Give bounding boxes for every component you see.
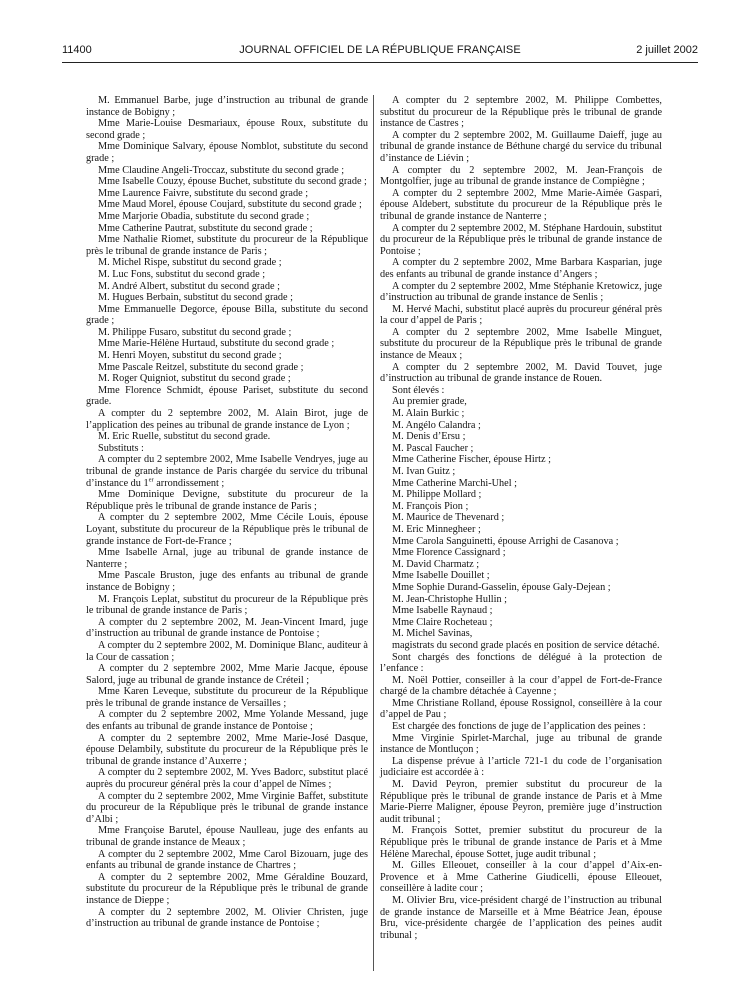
paragraph: A compter du 2 septembre 2002, Mme Géraldine Bouzard, substitute du procureur de la République près le tribunal de grande instance de Dieppe ; bbox=[86, 871, 368, 906]
paragraph: M. André Albert, substitut du second grade ; bbox=[98, 280, 280, 292]
paragraph: M. Luc Fons, substitut du second grade ; bbox=[98, 268, 266, 280]
paragraph: Sont chargés des fonctions de délégué à la protection de l’enfance : bbox=[380, 651, 662, 675]
paragraph: Mme Catherine Fischer, épouse Hirtz ; bbox=[392, 454, 551, 466]
paragraph: Mme Marie-Louise Desmariaux, épouse Roux, substitute du second grade ; bbox=[86, 118, 368, 141]
paragraph: Sont élevés : bbox=[392, 384, 445, 396]
paragraph: Mme Catherine Marchi-Uhel ; bbox=[392, 477, 517, 489]
paragraph: Au premier grade, bbox=[392, 396, 467, 408]
paragraph: Est chargée des fonctions de juge de l’application des peines : bbox=[392, 721, 646, 733]
paragraph: Mme Dominique Salvary, épouse Nomblot, substitute du second grade ; bbox=[86, 141, 368, 164]
paragraph: Mme Claire Rocheteau ; bbox=[392, 616, 493, 628]
paragraph: Substituts : bbox=[98, 442, 144, 454]
paragraph: A compter du 2 septembre 2002, M. David Touvet, juge d’instruction au tribunal de grande instance de Rouen. bbox=[380, 361, 662, 385]
paragraph: M. Jean-Christophe Hullin ; bbox=[392, 593, 508, 605]
paragraph: A compter du 2 septembre 2002, M. Jean-Vincent Imard, juge d’instruction au tribunal de grande instance de Pontoise ; bbox=[86, 616, 368, 640]
paragraph: magistrats du second grade placés en position de service détaché. bbox=[392, 639, 660, 651]
paragraph: M. Hugues Berbain, substitut du second grade ; bbox=[98, 292, 294, 304]
paragraph: La dispense prévue à l’article 721-1 du code de l’organisation judiciaire est accordée à : bbox=[380, 755, 662, 779]
paragraph: A compter du 2 septembre 2002, Mme Virginie Baffet, substitute du procureur de la République près le tribunal de grande instance d’Albi ; bbox=[86, 790, 368, 825]
paragraph: A compter du 2 septembre 2002, Mme Yolande Messand, juge des enfants au tribunal de grande instance de Pontoise ; bbox=[86, 709, 368, 733]
paragraph: Mme Laurence Faivre, substitute du second grade ; bbox=[98, 187, 309, 199]
paragraph: Mme Isabelle Arnal, juge au tribunal de grande instance de Nanterre ; bbox=[86, 547, 368, 570]
paragraph: M. François Leplat, substitut du procureur de la République près le tribunal de grande instance de Paris ; bbox=[86, 593, 368, 617]
paragraph: A compter du 2 septembre 2002, Mme Stéphanie Kretowicz, juge d’instruction au tribunal de grande instance de Senlis ; bbox=[380, 280, 662, 304]
paragraph: Mme Pascale Reitzel, substitute du second grade ; bbox=[98, 361, 304, 373]
paragraph: Mme Emmanuelle Degorce, épouse Billa, substitute du second grade ; bbox=[86, 303, 368, 327]
paragraph: Mme Marie-Hélène Hurtaud, substitute du second grade ; bbox=[98, 338, 335, 350]
paragraph: Mme Isabelle Douillet ; bbox=[392, 570, 490, 582]
paragraph: A compter du 2 septembre 2002, Mme Marie-Aimée Gaspari, épouse Aldebert, substitute du procureur de la République près le tribunal de grande instance de Nanterre ; bbox=[380, 187, 662, 222]
paragraph: Mme Carola Sanguinetti, épouse Arrighi de Casanova ; bbox=[392, 535, 619, 547]
paragraph: M. David Peyron, premier substitut du procureur de la République près le tribunal de grande instance de Paris et à Mme Marie-Pierre Maligner, épouse Peyron, première juge d’instruction audit tribunal ; bbox=[380, 779, 662, 825]
paragraph: Mme Karen Leveque, substitute du procureur de la République près le tribunal de grande instance de Versailles ; bbox=[86, 686, 368, 709]
paragraph: Mme Florence Schmidt, épouse Pariset, substitute du second grade. bbox=[86, 384, 368, 408]
paragraph: M. Roger Quigniot, substitut du second grade ; bbox=[98, 373, 291, 385]
paragraph: M. Eric Ruelle, substitut du second grade. bbox=[98, 431, 271, 443]
paragraph: Mme Virginie Spirlet-Marchal, juge au tribunal de grande instance de Montluçon ; bbox=[380, 732, 662, 756]
paragraph: M. François Pion ; bbox=[392, 500, 469, 512]
paragraph: M. Noël Pottier, conseiller à la cour d’appel de Fort-de-France chargé de la chambre détachée à Cayenne ; bbox=[380, 674, 662, 698]
publication-date: 2 juillet 2002 bbox=[636, 44, 698, 56]
page-number: 11400 bbox=[62, 44, 92, 56]
paragraph: Mme Dominique Devigne, substitute du procureur de la République près le tribunal de grande instance de Paris ; bbox=[86, 489, 368, 512]
paragraph: Mme Nathalie Riomet, substitute du procureur de la République près le tribunal de grande instance de Paris ; bbox=[86, 234, 368, 257]
paragraph: Mme Claudine Angeli-Troccaz, substitute du second grade ; bbox=[98, 164, 345, 176]
column-divider bbox=[373, 95, 374, 971]
right-column bbox=[380, 95, 662, 941]
paragraph: Mme Christiane Rolland, épouse Rossignol, conseillère à la cour d’appel de Pau ; bbox=[380, 697, 662, 721]
paragraph: M. Olivier Bru, vice-président chargé de l’instruction au tribunal de grande instance de Marseille et à Mme Béatrice Jean, épouse Bru, vice-présidente chargée de l’application des peines audit tribunal ; bbox=[380, 894, 662, 941]
paragraph: M. Michel Rispe, substitut du second grade ; bbox=[98, 257, 282, 269]
paragraph: A compter du 2 septembre 2002, Mme Isabelle Minguet, substitute du procureur de la République près le tribunal de grande instance de Meaux ; bbox=[380, 326, 662, 362]
paragraph: Mme Isabelle Raynaud ; bbox=[392, 605, 493, 617]
paragraph: A compter du 2 septembre 2002, Mme Marie-José Dasque, épouse Delambily, substitute du procureur de la République près le tribunal de grande instance d’Auxerre ; bbox=[86, 732, 368, 767]
paragraph: M. Ivan Guitz ; bbox=[392, 466, 456, 477]
paragraph: A compter du 2 septembre 2002, M. Alain Birot, juge de l’application des peines au tribunal de grande instance de Lyon ; bbox=[86, 408, 368, 431]
paragraph: A compter du 2 septembre 2002, Mme Carol Bizouarn, juge des enfants au tribunal de grande instance de Chartres ; bbox=[86, 848, 368, 872]
paragraph: M. Henri Moyen, substitut du second grade ; bbox=[98, 350, 282, 362]
paragraph: M. Pascal Faucher ; bbox=[392, 442, 474, 454]
paragraph: Mme Françoise Barutel, épouse Naulleau, juge des enfants au tribunal de grande instance de Meaux ; bbox=[86, 825, 368, 848]
paragraph: A compter du 2 septembre 2002, M. Olivier Christen, juge d’instruction au tribunal de grande instance de Pontoise ; bbox=[86, 906, 368, 930]
paragraph: A compter du 2 septembre 2002, M. Guillaume Daieff, juge au tribunal de grande instance de Béthune chargé du service du tribunal d’instance de Liévin ; bbox=[380, 129, 662, 164]
paragraph: A compter du 2 septembre 2002, Mme Isabelle Vendryes, juge au tribunal de grande instance de Paris chargée du service du tribunal d’instance du 1er arrondissement ; bbox=[86, 454, 368, 489]
paragraph: A compter du 2 septembre 2002, Mme Marie Jacque, épouse Salord, juge au tribunal de grande instance de Créteil ; bbox=[86, 663, 368, 686]
paragraph: Mme Pascale Bruston, juge des enfants au tribunal de grande instance de Bobigny ; bbox=[86, 570, 368, 593]
paragraph: M. Philippe Fusaro, substitut du second grade ; bbox=[98, 326, 292, 338]
page-header bbox=[62, 44, 698, 60]
paragraph: Mme Isabelle Couzy, épouse Buchet, substitute du second grade ; bbox=[98, 176, 367, 188]
paragraph: M. Philippe Mollard ; bbox=[392, 489, 482, 501]
paragraph: A compter du 2 septembre 2002, M. Yves Badorc, substitut placé auprès du procureur général près la cour d’appel de Nîmes ; bbox=[86, 767, 368, 791]
paragraph: Mme Florence Cassignard ; bbox=[392, 547, 506, 559]
paragraph: M. François Sottet, premier substitut du procureur de la République près le tribunal de grande instance de Paris et à Mme Hélène Marechal, épouse Sottet, juge audit tribunal ; bbox=[380, 825, 662, 860]
paragraph: A compter du 2 septembre 2002, Mme Cécile Louis, épouse Loyant, substitute du procureur de la République près le tribunal de grande instance de Fort-de-France ; bbox=[86, 512, 368, 547]
paragraph: M. Angélo Calandra ; bbox=[392, 419, 481, 431]
paragraph: M. Eric Minnegheer ; bbox=[392, 523, 481, 535]
journal-title: JOURNAL OFFICIEL DE LA RÉPUBLIQUE FRANÇAISE bbox=[239, 44, 521, 56]
paragraph: M. Maurice de Thevenard ; bbox=[392, 512, 505, 524]
paragraph: M. Denis d’Ersu ; bbox=[392, 431, 466, 443]
paragraph: A compter du 2 septembre 2002, M. Jean-François de Montgolfier, juge au tribunal de grande instance de Compiègne ; bbox=[380, 164, 662, 188]
paragraph: Mme Marjorie Obadia, substitute du second grade ; bbox=[98, 210, 310, 222]
paragraph: M. Michel Savinas, bbox=[392, 628, 473, 640]
paragraph: M. Gilles Elleouet, conseiller à la cour d’appel d’Aix-en-Provence et à Mme Catherine Giudicelli, épouse Elleouet, conseillère à ladite cour ; bbox=[380, 860, 662, 895]
paragraph: Mme Maud Morel, épouse Coujard, substitute du second grade ; bbox=[98, 199, 362, 211]
paragraph: A compter du 2 septembre 2002, Mme Barbara Kasparian, juge des enfants au tribunal de grande instance d’Angers ; bbox=[380, 257, 662, 280]
paragraph: M. Hervé Machi, substitut placé auprès du procureur général près la cour d’appel de Paris ; bbox=[380, 303, 662, 327]
paragraph: M. Alain Burkic ; bbox=[392, 408, 465, 420]
paragraph: M. Emmanuel Barbe, juge d’instruction au tribunal de grande instance de Bobigny ; bbox=[86, 95, 368, 118]
paragraph: A compter du 2 septembre 2002, M. Philippe Combettes, substitut du procureur de la République près le tribunal de grande instance de Castres ; bbox=[380, 95, 662, 130]
paragraph: Mme Catherine Pautrat, substitute du second grade ; bbox=[98, 222, 313, 234]
paragraph: A compter du 2 septembre 2002, M. Stéphane Hardouin, substitut du procureur de la République près le tribunal de grande instance de Pontoise ; bbox=[380, 222, 662, 257]
left-column bbox=[86, 95, 368, 930]
paragraph: Mme Sophie Durand-Gasselin, épouse Galy-Dejean ; bbox=[392, 581, 611, 593]
paragraph: A compter du 2 septembre 2002, M. Dominique Blanc, auditeur à la Cour de cassation ; bbox=[86, 639, 368, 663]
header-rule bbox=[62, 62, 698, 63]
paragraph: M. David Charmatz ; bbox=[392, 558, 480, 570]
